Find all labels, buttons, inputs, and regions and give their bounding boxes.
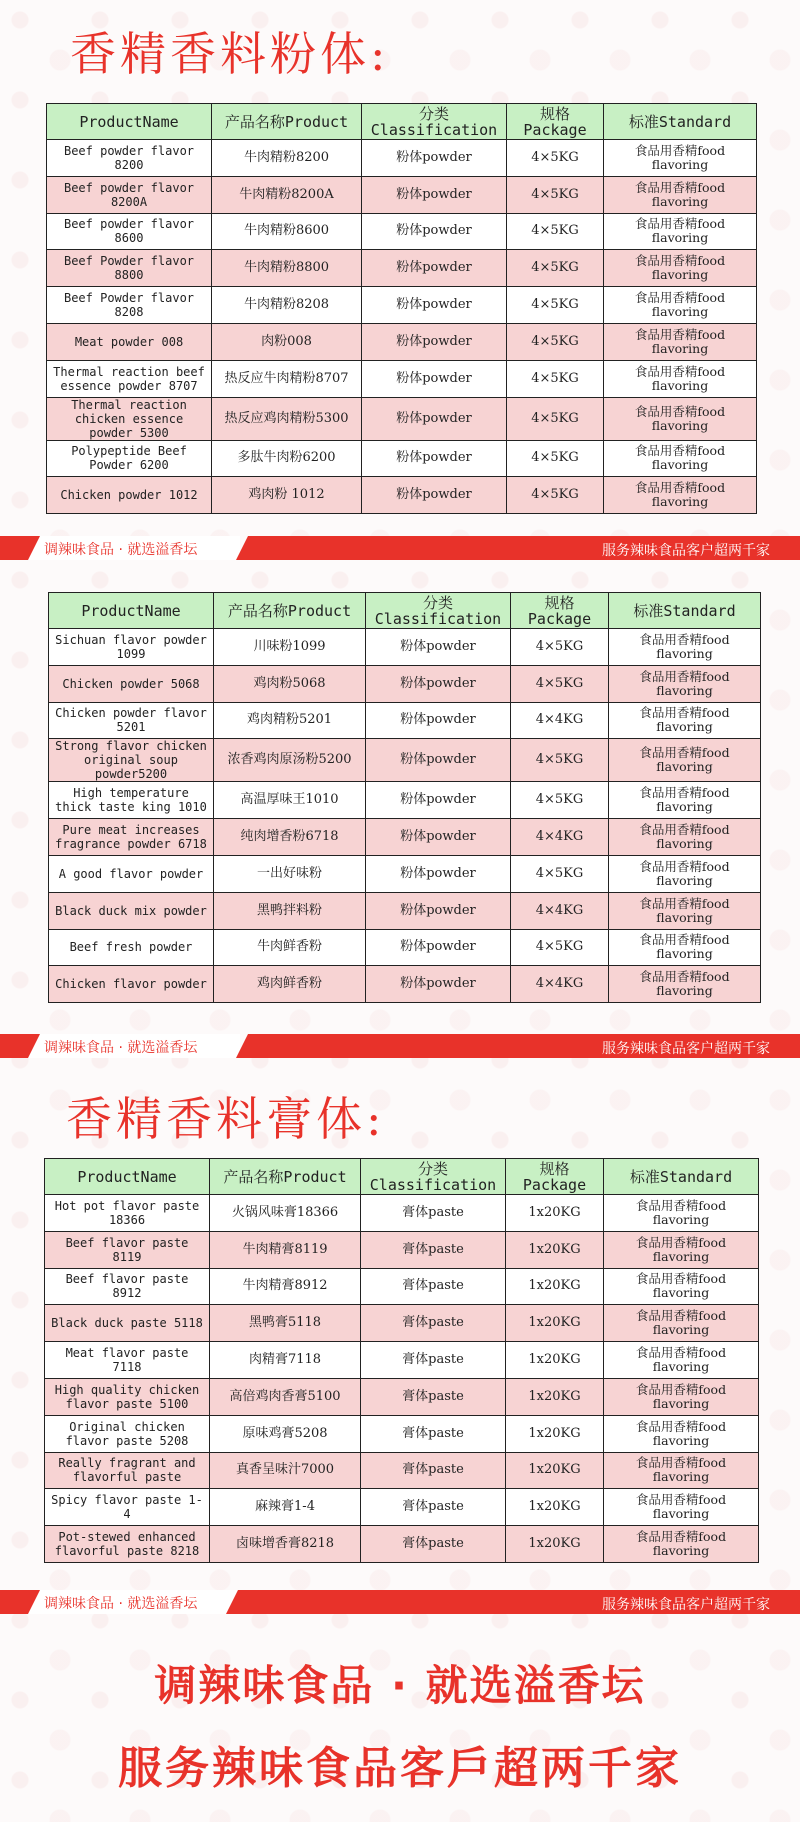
cell-package: 4×5KG bbox=[507, 176, 604, 213]
standard-cn: 食品用香精food bbox=[635, 1197, 727, 1213]
standard-cn: 食品用香精food bbox=[639, 969, 730, 985]
cell-product-cn: 火锅风味膏18366 bbox=[210, 1195, 361, 1232]
cell-product-cn: 卤味增香膏8218 bbox=[210, 1526, 361, 1563]
table-row bbox=[47, 213, 757, 250]
col-classification-en: Classification bbox=[374, 609, 502, 628]
standard-en: flavoring bbox=[652, 1395, 710, 1411]
standard-en: flavoring bbox=[656, 682, 713, 698]
standard-en: flavoring bbox=[652, 1432, 710, 1448]
standard-cn: 食品用香精food bbox=[635, 1345, 727, 1361]
cell-classification: 粉体powder bbox=[366, 855, 511, 892]
cell-classification: 膏体paste bbox=[361, 1268, 506, 1305]
cell-classification: 膏体paste bbox=[361, 1489, 506, 1526]
col-package-cn: 规格 bbox=[539, 104, 570, 123]
table-row bbox=[49, 702, 761, 739]
cell-standard bbox=[604, 323, 757, 360]
cell-standard bbox=[604, 1342, 759, 1379]
cell-package: 1x20KG bbox=[506, 1305, 604, 1342]
col-package bbox=[506, 1159, 604, 1195]
banner-right-text: 服务辣味食品客户超两千家 bbox=[602, 1041, 770, 1057]
cell-standard bbox=[604, 250, 757, 287]
col-classification bbox=[361, 1159, 506, 1195]
table-row bbox=[47, 360, 757, 397]
slogan-line-2: 服务辣味食品客戶超两千家 bbox=[118, 1743, 682, 1794]
cell-standard bbox=[609, 966, 761, 1003]
table-row bbox=[45, 1489, 759, 1526]
cell-product-name: Pot-stewed enhanced flavorful paste 8218 bbox=[45, 1526, 210, 1563]
cell-package: 4×5KG bbox=[511, 855, 609, 892]
standard-en: flavoring bbox=[652, 1359, 710, 1375]
cell-classification: 粉体powder bbox=[366, 782, 511, 819]
cell-package: 1x20KG bbox=[506, 1415, 604, 1452]
standard-en: flavoring bbox=[656, 909, 713, 925]
standard-en: flavoring bbox=[651, 457, 709, 473]
table-header-row bbox=[47, 104, 757, 140]
banner-left-text: 调辣味食品 · 就选溢香坛 bbox=[44, 542, 198, 558]
cell-standard bbox=[604, 360, 757, 397]
table-row bbox=[45, 1378, 759, 1415]
col-product-name: ProductName bbox=[45, 1159, 210, 1195]
cell-product-name: Meat powder 008 bbox=[47, 323, 212, 360]
cell-classification: 粉体powder bbox=[366, 629, 511, 666]
cell-product-cn: 牛肉精粉8200 bbox=[212, 140, 362, 177]
cell-product-cn: 多肽牛肉粉6200 bbox=[212, 440, 362, 477]
cell-package: 1x20KG bbox=[506, 1489, 604, 1526]
cell-product-name: A good flavor powder bbox=[49, 855, 214, 892]
cell-product-cn: 纯肉增香粉6718 bbox=[214, 819, 366, 856]
cell-standard bbox=[604, 440, 757, 477]
cell-product-name: Chicken powder 1012 bbox=[47, 477, 212, 514]
standard-en: flavoring bbox=[652, 1322, 710, 1338]
table-header-row bbox=[45, 1159, 759, 1195]
standard-cn: 食品用香精food bbox=[634, 216, 726, 232]
col-classification bbox=[366, 593, 511, 629]
table-row bbox=[47, 250, 757, 287]
powder-table-2 bbox=[48, 592, 761, 1003]
standard-en: flavoring bbox=[651, 340, 709, 356]
cell-standard bbox=[604, 176, 757, 213]
banner-right-text: 服务辣味食品客户超两千家 bbox=[602, 543, 770, 559]
cell-package: 1x20KG bbox=[506, 1231, 604, 1268]
cell-product-name: Black duck paste 5118 bbox=[45, 1305, 210, 1342]
cell-package: 4×5KG bbox=[507, 360, 604, 397]
banner-3 bbox=[0, 1590, 800, 1614]
cell-classification: 粉体powder bbox=[362, 140, 507, 177]
cell-standard bbox=[604, 1452, 759, 1489]
col-product-cn: 产品名称Product bbox=[214, 593, 366, 629]
cell-package: 4×5KG bbox=[507, 250, 604, 287]
cell-package: 4×5KG bbox=[507, 397, 604, 440]
standard-cn: 食品用香精food bbox=[639, 745, 730, 761]
cell-product-cn: 麻辣膏1-4 bbox=[210, 1489, 361, 1526]
cell-product-cn: 牛肉精膏8119 bbox=[210, 1231, 361, 1268]
cell-standard bbox=[604, 140, 757, 177]
cell-classification: 粉体powder bbox=[366, 929, 511, 966]
standard-en: flavoring bbox=[651, 417, 709, 433]
standard-cn: 食品用香精food bbox=[634, 480, 726, 496]
cell-package: 4×5KG bbox=[507, 213, 604, 250]
cell-standard bbox=[609, 855, 761, 892]
cell-product-cn: 热反应鸡肉精粉5300 bbox=[212, 397, 362, 440]
cell-package: 1x20KG bbox=[506, 1268, 604, 1305]
cell-package: 1x20KG bbox=[506, 1378, 604, 1415]
cell-package: 4×5KG bbox=[511, 665, 609, 702]
standard-cn: 食品用香精food bbox=[635, 1455, 727, 1471]
standard-cn: 食品用香精food bbox=[639, 932, 730, 948]
cell-product-cn: 真香呈味汁7000 bbox=[210, 1452, 361, 1489]
col-product-cn: 产品名称Product bbox=[212, 104, 362, 140]
cell-package: 1x20KG bbox=[506, 1526, 604, 1563]
standard-en: flavoring bbox=[656, 946, 713, 962]
cell-package: 1x20KG bbox=[506, 1452, 604, 1489]
standard-cn: 食品用香精food bbox=[639, 785, 730, 801]
table-row bbox=[47, 477, 757, 514]
cell-standard bbox=[609, 739, 761, 782]
cell-classification: 膏体paste bbox=[361, 1415, 506, 1452]
cell-classification: 粉体powder bbox=[362, 176, 507, 213]
cell-standard bbox=[609, 782, 761, 819]
standard-cn: 食品用香精food bbox=[639, 895, 730, 911]
cell-product-cn: 牛肉精粉8208 bbox=[212, 287, 362, 324]
standard-cn: 食品用香精food bbox=[634, 443, 726, 459]
standard-cn: 食品用香精food bbox=[639, 858, 730, 874]
cell-standard bbox=[609, 665, 761, 702]
cell-product-cn: 肉粉008 bbox=[212, 323, 362, 360]
table-row bbox=[45, 1231, 759, 1268]
cell-product-cn: 鸡肉粉 1012 bbox=[212, 477, 362, 514]
col-package-en: Package bbox=[522, 1175, 587, 1194]
cell-classification: 膏体paste bbox=[361, 1526, 506, 1563]
standard-en: flavoring bbox=[651, 304, 709, 320]
col-package-en: Package bbox=[527, 609, 592, 628]
table-row bbox=[49, 739, 761, 782]
table-row bbox=[47, 176, 757, 213]
cell-standard bbox=[609, 929, 761, 966]
standard-en: flavoring bbox=[651, 193, 709, 209]
standard-cn: 食品用香精food bbox=[635, 1234, 727, 1250]
standard-cn: 食品用香精food bbox=[635, 1271, 727, 1287]
cell-product-name: Strong flavor chicken original soup powder5200 bbox=[49, 739, 214, 782]
col-classification-en: Classification bbox=[369, 1175, 497, 1194]
table-row bbox=[49, 629, 761, 666]
table-row bbox=[47, 397, 757, 440]
cell-standard bbox=[604, 1378, 759, 1415]
cell-product-cn: 浓香鸡肉原汤粉5200 bbox=[214, 739, 366, 782]
banner-right-text: 服务辣味食品客户超两千家 bbox=[602, 1597, 770, 1613]
cell-product-cn: 牛肉精粉8200A bbox=[212, 176, 362, 213]
standard-cn: 食品用香精food bbox=[639, 631, 730, 647]
standard-cn: 食品用香精food bbox=[634, 179, 726, 195]
standard-en: flavoring bbox=[651, 156, 709, 172]
col-package-cn: 规格 bbox=[544, 593, 575, 612]
standard-en: flavoring bbox=[656, 799, 713, 815]
col-classification-cn: 分类 bbox=[418, 104, 449, 123]
cell-product-name: Beef Powder flavor 8800 bbox=[47, 250, 212, 287]
banner-left-text: 调辣味食品 · 就选溢香坛 bbox=[44, 1040, 198, 1056]
table-row bbox=[47, 440, 757, 477]
table-row bbox=[49, 892, 761, 929]
section1-heading: 香精香料粉体: bbox=[70, 27, 390, 81]
cell-product-name: Beef powder flavor 8200 bbox=[47, 140, 212, 177]
cell-classification: 粉体powder bbox=[362, 323, 507, 360]
col-package-en: Package bbox=[523, 120, 587, 139]
cell-product-cn: 肉精膏7118 bbox=[210, 1342, 361, 1379]
table-row bbox=[45, 1195, 759, 1232]
cell-standard bbox=[609, 819, 761, 856]
table-row bbox=[45, 1415, 759, 1452]
standard-en: flavoring bbox=[651, 494, 709, 510]
cell-product-name: Original chicken flavor paste 5208 bbox=[45, 1415, 210, 1452]
standard-en: flavoring bbox=[656, 983, 713, 999]
col-standard: 标准Standard bbox=[604, 104, 757, 140]
cell-product-name: Pure meat increases fragrance powder 6718 bbox=[49, 819, 214, 856]
standard-cn: 食品用香精food bbox=[639, 705, 730, 721]
cell-classification: 粉体powder bbox=[362, 250, 507, 287]
cell-classification: 粉体powder bbox=[366, 966, 511, 1003]
standard-en: flavoring bbox=[651, 230, 709, 246]
col-package bbox=[507, 104, 604, 140]
cell-standard bbox=[604, 477, 757, 514]
standard-cn: 食品用香精food bbox=[635, 1529, 727, 1545]
cell-product-cn: 原味鸡膏5208 bbox=[210, 1415, 361, 1452]
cell-product-name: Spicy flavor paste 1-4 bbox=[45, 1489, 210, 1526]
col-product-name: ProductName bbox=[49, 593, 214, 629]
table-row bbox=[49, 819, 761, 856]
table-row bbox=[49, 929, 761, 966]
cell-standard bbox=[609, 892, 761, 929]
standard-en: flavoring bbox=[652, 1285, 710, 1301]
cell-package: 4×5KG bbox=[507, 440, 604, 477]
cell-package: 1x20KG bbox=[506, 1195, 604, 1232]
col-classification bbox=[362, 104, 507, 140]
cell-standard bbox=[609, 702, 761, 739]
standard-cn: 食品用香精food bbox=[634, 326, 726, 342]
cell-product-name: Beef flavor paste 8119 bbox=[45, 1231, 210, 1268]
cell-product-cn: 鸡肉精粉5201 bbox=[214, 702, 366, 739]
cell-product-cn: 高温厚味王1010 bbox=[214, 782, 366, 819]
table-row bbox=[47, 323, 757, 360]
cell-standard bbox=[604, 1415, 759, 1452]
table-row bbox=[45, 1452, 759, 1489]
cell-product-cn: 川味粉1099 bbox=[214, 629, 366, 666]
cell-standard bbox=[604, 1268, 759, 1305]
cell-classification: 膏体paste bbox=[361, 1378, 506, 1415]
slogan-line-1: 调辣味食品 · 就选溢香坛 bbox=[154, 1661, 646, 1710]
cell-classification: 粉体powder bbox=[366, 665, 511, 702]
standard-en: flavoring bbox=[652, 1211, 710, 1227]
standard-cn: 食品用香精food bbox=[635, 1308, 727, 1324]
cell-classification: 膏体paste bbox=[361, 1342, 506, 1379]
standard-cn: 食品用香精food bbox=[634, 253, 726, 269]
cell-package: 4×4KG bbox=[511, 819, 609, 856]
cell-product-name: Beef fresh powder bbox=[49, 929, 214, 966]
cell-product-name: Thermal reaction beef essence powder 8707 bbox=[47, 360, 212, 397]
cell-product-name: High temperature thick taste king 1010 bbox=[49, 782, 214, 819]
banner-2 bbox=[0, 1034, 800, 1058]
col-product-name: ProductName bbox=[47, 104, 212, 140]
standard-en: flavoring bbox=[656, 645, 713, 661]
cell-product-name: Polypeptide Beef Powder 6200 bbox=[47, 440, 212, 477]
table-row bbox=[49, 966, 761, 1003]
cell-standard bbox=[604, 1231, 759, 1268]
cell-classification: 粉体powder bbox=[366, 819, 511, 856]
section3-heading: 香精香料膏体: bbox=[66, 1092, 386, 1146]
standard-en: flavoring bbox=[656, 719, 713, 735]
col-product-cn: 产品名称Product bbox=[210, 1159, 361, 1195]
standard-en: flavoring bbox=[656, 836, 713, 852]
cell-product-cn: 牛肉精粉8800 bbox=[212, 250, 362, 287]
standard-en: flavoring bbox=[652, 1248, 710, 1264]
cell-product-cn: 鸡肉粉5068 bbox=[214, 665, 366, 702]
cell-classification: 膏体paste bbox=[361, 1195, 506, 1232]
standard-cn: 食品用香精food bbox=[639, 822, 730, 838]
standard-en: flavoring bbox=[652, 1506, 710, 1522]
banner-1 bbox=[0, 536, 800, 560]
cell-classification: 粉体powder bbox=[362, 440, 507, 477]
cell-classification: 粉体powder bbox=[366, 739, 511, 782]
table-row bbox=[49, 665, 761, 702]
cell-standard bbox=[604, 397, 757, 440]
standard-cn: 食品用香精food bbox=[634, 403, 726, 419]
cell-standard bbox=[604, 1489, 759, 1526]
cell-product-name: Beef powder flavor 8200A bbox=[47, 176, 212, 213]
table-row bbox=[49, 782, 761, 819]
cell-package: 4×5KG bbox=[507, 140, 604, 177]
standard-en: flavoring bbox=[656, 759, 713, 775]
cell-product-cn: 牛肉精膏8912 bbox=[210, 1268, 361, 1305]
cell-product-name: Really fragrant and flavorful paste bbox=[45, 1452, 210, 1489]
standard-cn: 食品用香精food bbox=[634, 363, 726, 379]
standard-en: flavoring bbox=[656, 872, 713, 888]
cell-product-name: Beef Powder flavor 8208 bbox=[47, 287, 212, 324]
table-row bbox=[47, 287, 757, 324]
cell-product-name: Thermal reaction chicken essence powder 5300 bbox=[47, 397, 212, 440]
cell-product-cn: 黑鸭拌料粉 bbox=[214, 892, 366, 929]
standard-en: flavoring bbox=[652, 1469, 710, 1485]
standard-cn: 食品用香精food bbox=[635, 1381, 727, 1397]
cell-classification: 粉体powder bbox=[362, 477, 507, 514]
col-package bbox=[511, 593, 609, 629]
cell-product-name: Black duck mix powder bbox=[49, 892, 214, 929]
cell-product-name: Chicken powder flavor 5201 bbox=[49, 702, 214, 739]
standard-en: flavoring bbox=[651, 267, 709, 283]
cell-standard bbox=[609, 629, 761, 666]
cell-product-name: Chicken flavor powder bbox=[49, 966, 214, 1003]
col-standard: 标准Standard bbox=[609, 593, 761, 629]
cell-product-cn: 牛肉精粉8600 bbox=[212, 213, 362, 250]
table-row bbox=[45, 1305, 759, 1342]
cell-package: 4×4KG bbox=[511, 966, 609, 1003]
standard-cn: 食品用香精food bbox=[639, 668, 730, 684]
cell-product-name: Hot pot flavor paste 18366 bbox=[45, 1195, 210, 1232]
cell-classification: 膏体paste bbox=[361, 1452, 506, 1489]
table-header-row bbox=[49, 593, 761, 629]
cell-product-name: Sichuan flavor powder 1099 bbox=[49, 629, 214, 666]
cell-classification: 粉体powder bbox=[366, 892, 511, 929]
col-classification-en: Classification bbox=[370, 120, 498, 139]
cell-package: 4×4KG bbox=[511, 702, 609, 739]
table-row bbox=[45, 1342, 759, 1379]
cell-product-cn: 鸡肉鲜香粉 bbox=[214, 966, 366, 1003]
col-classification-cn: 分类 bbox=[417, 1159, 448, 1178]
cell-standard bbox=[604, 1305, 759, 1342]
cell-product-name: Chicken powder 5068 bbox=[49, 665, 214, 702]
cell-classification: 粉体powder bbox=[362, 287, 507, 324]
cell-product-cn: 高倍鸡肉香膏5100 bbox=[210, 1378, 361, 1415]
cell-classification: 膏体paste bbox=[361, 1231, 506, 1268]
cell-package: 4×5KG bbox=[507, 287, 604, 324]
banner-left-text: 调辣味食品 · 就选溢香坛 bbox=[44, 1596, 198, 1612]
standard-en: flavoring bbox=[652, 1543, 710, 1559]
cell-package: 4×5KG bbox=[511, 629, 609, 666]
cell-product-cn: 牛肉鲜香粉 bbox=[214, 929, 366, 966]
cell-product-name: Beef powder flavor 8600 bbox=[47, 213, 212, 250]
standard-cn: 食品用香精food bbox=[635, 1418, 727, 1434]
cell-product-name: High quality chicken flavor paste 5100 bbox=[45, 1378, 210, 1415]
table-row bbox=[45, 1526, 759, 1563]
col-classification-cn: 分类 bbox=[422, 593, 453, 612]
standard-cn: 食品用香精food bbox=[634, 290, 726, 306]
cell-product-cn: 一出好味粉 bbox=[214, 855, 366, 892]
cell-standard bbox=[604, 213, 757, 250]
standard-cn: 食品用香精food bbox=[635, 1492, 727, 1508]
standard-cn: 食品用香精food bbox=[634, 142, 726, 158]
cell-product-cn: 热反应牛肉精粉8707 bbox=[212, 360, 362, 397]
cell-product-cn: 黑鸭膏5118 bbox=[210, 1305, 361, 1342]
standard-en: flavoring bbox=[651, 377, 709, 393]
cell-package: 4×5KG bbox=[511, 929, 609, 966]
cell-product-name: Meat flavor paste 7118 bbox=[45, 1342, 210, 1379]
cell-package: 4×5KG bbox=[511, 739, 609, 782]
cell-classification: 膏体paste bbox=[361, 1305, 506, 1342]
cell-package: 4×5KG bbox=[511, 782, 609, 819]
cell-package: 1x20KG bbox=[506, 1342, 604, 1379]
cell-package: 4×5KG bbox=[507, 323, 604, 360]
cell-standard bbox=[604, 1526, 759, 1563]
cell-package: 4×5KG bbox=[507, 477, 604, 514]
powder-table-1 bbox=[46, 103, 757, 514]
table-row bbox=[47, 140, 757, 177]
col-package-cn: 规格 bbox=[539, 1159, 570, 1178]
cell-standard bbox=[604, 287, 757, 324]
cell-standard bbox=[604, 1195, 759, 1232]
cell-product-name: Beef flavor paste 8912 bbox=[45, 1268, 210, 1305]
table-row bbox=[49, 855, 761, 892]
paste-table bbox=[44, 1158, 759, 1563]
cell-classification: 粉体powder bbox=[362, 360, 507, 397]
col-standard: 标准Standard bbox=[604, 1159, 759, 1195]
cell-classification: 粉体powder bbox=[366, 702, 511, 739]
cell-package: 4×4KG bbox=[511, 892, 609, 929]
table-row bbox=[45, 1268, 759, 1305]
cell-classification: 粉体powder bbox=[362, 213, 507, 250]
cell-classification: 粉体powder bbox=[362, 397, 507, 440]
